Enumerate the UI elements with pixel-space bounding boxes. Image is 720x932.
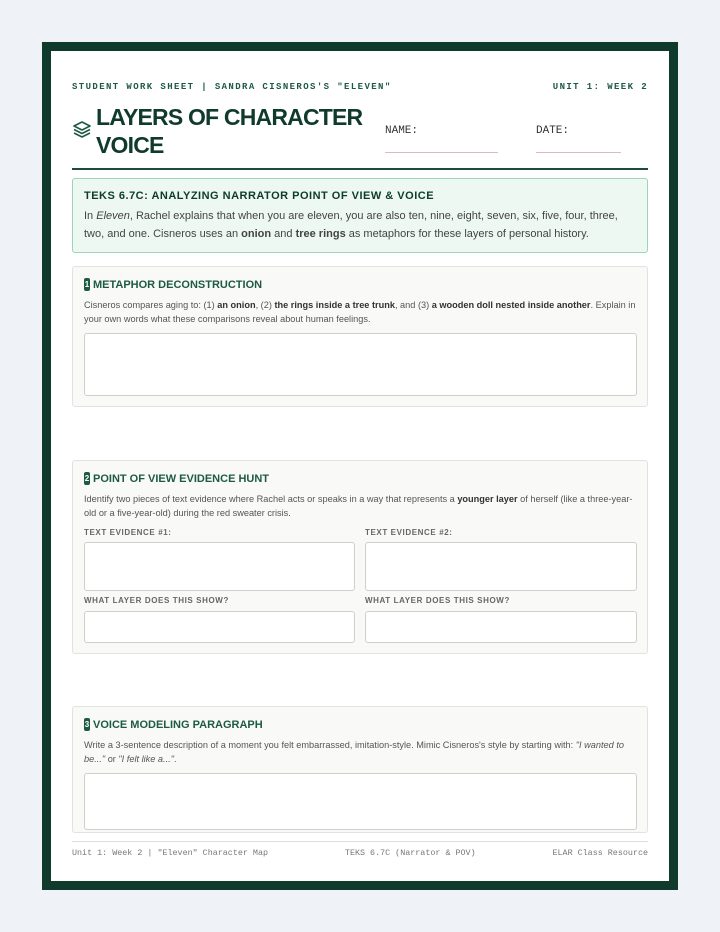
layer-1-label: WHAT LAYER DOES THIS SHOW?	[84, 596, 229, 605]
page-frame	[42, 42, 678, 890]
date-label: DATE:	[536, 125, 570, 137]
name-field[interactable]	[385, 152, 498, 153]
section-number: 1	[84, 280, 90, 289]
section-instructions: Cisneros compares aging to: (1) an onion, (2) the rings inside a tree trunk, and (3) a wooden doll nested inside another. Explain in your own words what these comparisons reveal about human feelings.	[84, 300, 636, 324]
footer-left: Unit 1: Week 2 | "Eleven" Character Map	[72, 848, 269, 858]
header-left: STUDENT WORK SHEET | SANDRA CISNEROS'S "ELEVEN"	[72, 82, 392, 92]
section-heading	[84, 718, 263, 731]
header-right: UNIT 1: WEEK 2	[552, 82, 648, 92]
section-voice-modeling	[72, 706, 648, 833]
teks-callout	[72, 178, 648, 253]
evidence-2-box[interactable]	[365, 542, 637, 591]
page-title: LAYERS OF CHARACTER VOICE	[96, 104, 363, 158]
footer-center: TEKS 6.7C (Narrator & POV)	[344, 848, 476, 858]
footer-right: ELAR Class Resource	[552, 848, 648, 858]
metaphor-answer-box[interactable]	[84, 333, 637, 396]
date-field[interactable]	[536, 152, 621, 153]
title-row	[72, 103, 648, 161]
name-label: NAME:	[385, 125, 419, 137]
title-divider	[72, 168, 648, 170]
layers-icon	[72, 119, 92, 139]
paragraph-answer-box[interactable]	[84, 773, 637, 830]
layer-2-label: WHAT LAYER DOES THIS SHOW?	[365, 596, 510, 605]
worksheet	[51, 51, 669, 881]
section-metaphor	[72, 266, 648, 407]
evidence-1-label: TEXT EVIDENCE #1:	[84, 528, 172, 537]
evidence-1-box[interactable]	[84, 542, 355, 591]
header-bar	[72, 82, 648, 92]
section-number: 2	[84, 474, 90, 483]
footer	[72, 848, 648, 858]
teks-body: In Eleven, Rachel explains that when you are eleven, you are also ten, nine, eight, seven, six, five, four, three, two, and one. Cisneros uses an onion and tree rings as metaphors for these layers of personal history.	[84, 210, 618, 240]
layer-1-box[interactable]	[84, 611, 355, 643]
layer-2-box[interactable]	[365, 611, 637, 643]
section-heading	[84, 472, 269, 485]
section-instructions: Write a 3-sentence description of a moment you felt embarrassed, imitation-style. Mimic Cisneros's style by starting with: "I wanted to be..." or "I felt like a...".	[84, 740, 624, 764]
section-instructions: Identify two pieces of text evidence where Rachel acts or speaks in a way that represents a younger layer of herself (like a three-year-old or a five-year-old) during the red sweater crisis.	[84, 494, 633, 518]
section-title: POINT OF VIEW EVIDENCE HUNT	[93, 472, 270, 485]
section-title: METAPHOR DECONSTRUCTION	[93, 278, 263, 291]
section-title: VOICE MODELING PARAGRAPH	[93, 718, 263, 731]
section-heading	[84, 278, 262, 291]
section-number: 3	[84, 720, 90, 729]
teks-title: TEKS 6.7C: ANALYZING NARRATOR POINT OF VIEW & VOICE	[84, 190, 435, 202]
evidence-2-label: TEXT EVIDENCE #2:	[365, 528, 453, 537]
footer-divider	[72, 841, 648, 842]
section-evidence	[72, 460, 648, 654]
